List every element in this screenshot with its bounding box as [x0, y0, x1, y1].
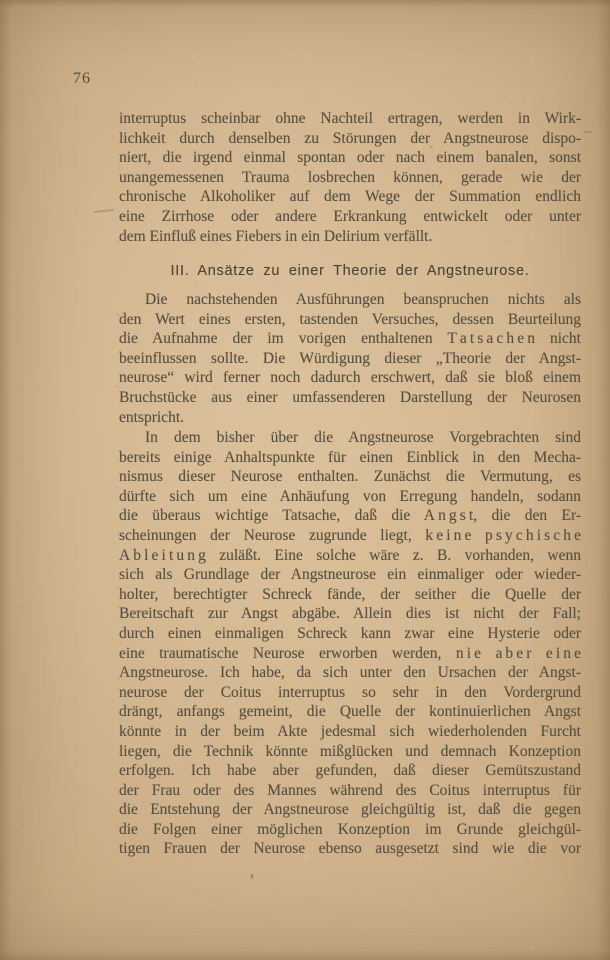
text-line: niert, die irgend einmal spontan oder nach einem banalen, sonst	[119, 149, 581, 167]
text-line: liegen, die Technik könnte mißglücken und demnach Konzeption	[119, 742, 581, 760]
text-line: nismus dieser Neurose enthalten. Zunächst die Vermutung, es	[119, 468, 581, 486]
text-line: holter, berechtigter Schreck fände, der seither die Quelle der	[119, 585, 581, 603]
text-line: die Entstehung der Angstneurose gleichgültig ist, daß die gegen	[119, 801, 581, 819]
paper-mark	[94, 209, 114, 213]
text-line: unangemessenen Trauma losbrechen können, gerade wie der	[119, 168, 581, 186]
text-line: die Aufnahme der im vorigen enthaltenen T a t s a c h e n nicht	[119, 330, 581, 348]
paper-mark	[430, 146, 433, 148]
text-line: der Frau oder des Mannes während des Coitus interruptus für	[119, 781, 581, 799]
text-line: drängt, anfangs gemeint, die Quelle der kontinuierlichen Angst	[119, 703, 581, 721]
text-line: Bruchstücke aus einer umfassenderen Darstellung der Neurosen	[119, 388, 581, 406]
text-line: Angstneurose. Ich habe, da sich unter den Ursachen der Angst-	[119, 664, 581, 682]
text-line: lichkeit durch denselben zu Störungen der Angstneurose dispo-	[119, 129, 581, 147]
text-line: Bereitschaft zur Angst abgäbe. Allein dies ist nicht der Fall;	[119, 605, 581, 623]
text-line: die Folgen einer möglichen Konzeption im Grunde gleichgül-	[119, 820, 581, 838]
text-line: erfolgen. Ich habe aber gefunden, daß dieser Gemütszustand	[119, 762, 581, 780]
text-line: eine Zirrhose oder andere Erkrankung entwickelt oder unter	[119, 207, 581, 225]
text-line: beeinflussen sollte. Die Würdigung dieser „Theorie der Angst-	[119, 349, 581, 367]
text-line: durch einen einmaligen Schreck kann zwar eine Hysterie oder	[119, 624, 581, 642]
text-line: könnte in der beim Akte jedesmal sich wiederholenden Furcht	[119, 722, 581, 740]
text-line: tigen Frauen der Neurose ebenso ausgesetzt sind wie die vor	[119, 840, 581, 858]
text-line: neurose“ wird ferner noch dadurch erschwert, daß sie bloß einem	[119, 369, 581, 387]
text-line: A b l e i t u n g zuläßt. Eine solche wäre z. B. vorhanden, wenn	[119, 546, 581, 564]
text-line: Die nachstehenden Ausführungen beanspruchen nichts als	[145, 291, 581, 308]
text-line: bereits einige Anhaltspunkte für einen Einblick in den Mecha-	[119, 448, 581, 466]
paper-mark	[584, 131, 592, 133]
text-line: den Wert eines ersten, tastenden Versuches, dessen Beurteilung	[119, 310, 581, 328]
paragraph-continuation	[119, 109, 581, 246]
text-line: dürfte sich um eine Anhäufung von Erregung handeln, sodann	[119, 487, 581, 505]
text-line: dem Einfluß eines Fiebers in ein Delirium verfällt.	[119, 227, 433, 245]
text-line: In dem bisher über die Angstneurose Vorgebrachten sind	[145, 429, 581, 446]
paragraph-2	[119, 290, 581, 427]
text-line: eine traumatische Neurose erworben werden, n i e a b e r e i n e	[119, 644, 581, 662]
page-number: 76	[73, 70, 91, 87]
text-line: entspricht.	[119, 408, 184, 426]
text-line: sich als Grundlage der Angstneurose ein einmaliger oder wieder-	[119, 566, 581, 584]
text-line: interruptus scheinbar ohne Nachteil ertragen, werden in Wirk-	[119, 110, 581, 127]
text-line: neurose der Coitus interruptus so sehr in den Vordergrund	[119, 683, 581, 701]
text-line: scheinungen der Neurose zugrunde liegt, k e i n e p s y c h i s c h e	[119, 526, 581, 544]
text-line: die überaus wichtige Tatsache, daß die A n g s t, die den Er-	[119, 507, 581, 525]
section-heading: III. Ansätze zu einer Theorie der Angstneurose.	[170, 263, 530, 279]
text-line: chronische Alkoholiker auf dem Wege der Summation endlich	[119, 188, 581, 206]
paper-mark	[250, 874, 253, 879]
paragraph-3	[119, 428, 581, 859]
